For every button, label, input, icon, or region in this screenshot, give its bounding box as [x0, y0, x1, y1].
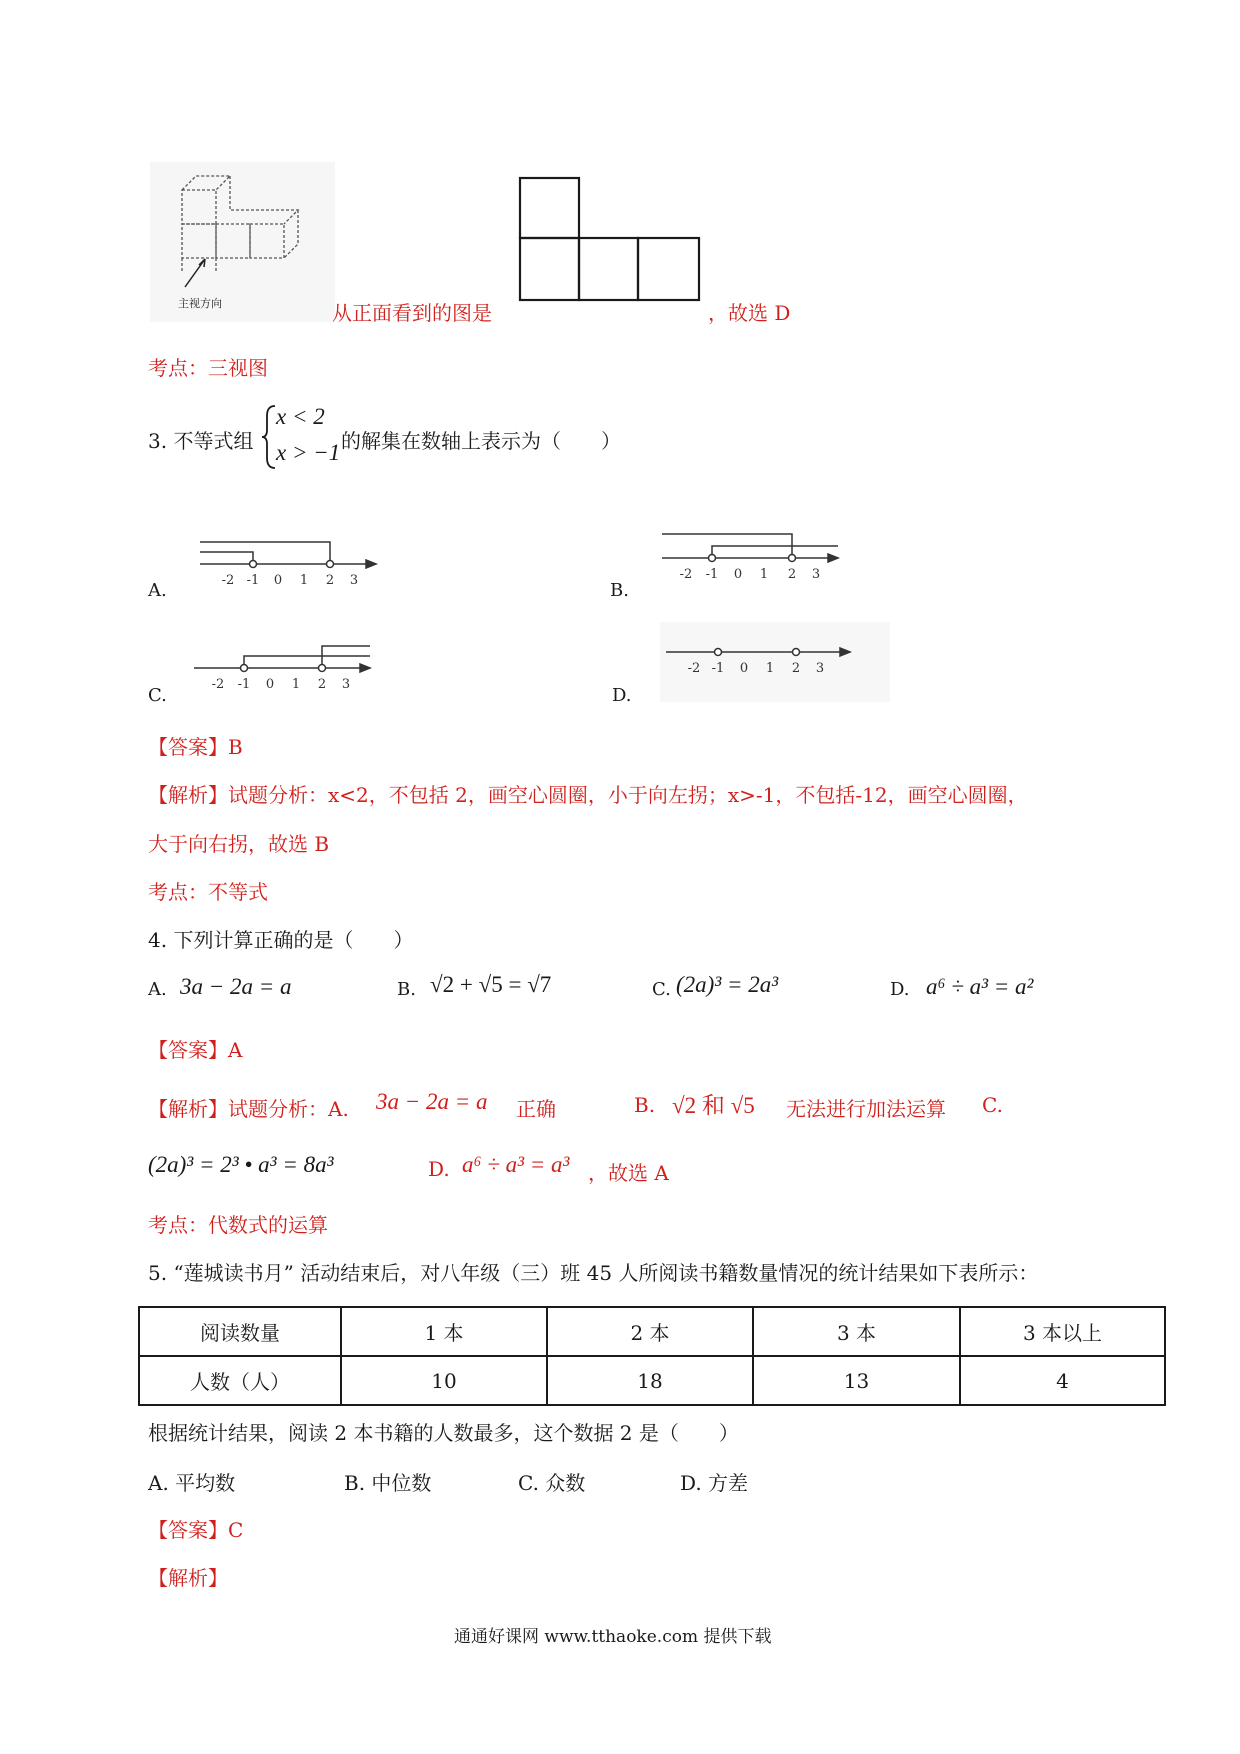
q3-system-line2: x > −1	[276, 440, 341, 465]
q3-stem-prefix: 3. 不等式组	[148, 429, 254, 453]
q4-analysis-b-word: 无法进行加法运算	[786, 1097, 946, 1121]
table-cell: 13	[753, 1356, 960, 1405]
q4-analysis-c-label: C.	[982, 1093, 1003, 1117]
front-view-figure	[518, 176, 703, 304]
nlb-tick-2: 0	[733, 567, 743, 582]
nla-tick-1: -1	[246, 573, 260, 588]
nlb-tick-3: 1	[759, 567, 769, 582]
number-line-a	[198, 512, 388, 592]
q3-system-line1: x < 2	[276, 404, 325, 429]
q4-answer: 【答案】A	[148, 1038, 243, 1062]
q4-stem: 4. 下列计算正确的是（ ）	[148, 928, 414, 952]
nla-tick-0: -2	[221, 573, 235, 588]
table-cell: 2 本	[547, 1307, 753, 1356]
q4-analysis-end: ，故选 A	[588, 1161, 669, 1185]
table-row-header	[139, 1307, 1165, 1356]
table-cell: 3 本	[753, 1307, 960, 1356]
q5-answer: 【答案】C	[148, 1518, 244, 1542]
iso-sketch-figure	[150, 162, 335, 322]
q4-option-b-label: B.	[397, 979, 416, 1000]
q4-analysis-c-math: (2a)³ = 2³ • a³ = 8a³	[148, 1152, 334, 1177]
q4-knowledge-point: 考点：代数式的运算	[148, 1213, 328, 1237]
nld-tick-3: 1	[765, 661, 775, 676]
q2-front-view-text: 从正面看到的图是	[332, 301, 492, 325]
q3-option-d-label: D.	[612, 685, 632, 706]
table-cell: 人数（人）	[139, 1356, 341, 1405]
nld-tick-5: 3	[815, 661, 825, 676]
nla-tick-5: 3	[349, 573, 359, 588]
nlb-tick-1: -1	[705, 567, 719, 582]
nlc-tick-4: 2	[317, 677, 327, 692]
nlb-tick-4: 2	[787, 567, 797, 582]
nlc-tick-3: 1	[291, 677, 301, 692]
table-row-count	[139, 1356, 1165, 1405]
q2-knowledge-point: 考点：三视图	[148, 356, 268, 380]
q4-option-c-label: C.	[652, 979, 671, 1000]
q4-analysis-d-label: D.	[428, 1157, 450, 1181]
nlb-tick-5: 3	[811, 567, 821, 582]
q4-analysis-b-math: √2 和 √5	[672, 1093, 755, 1118]
q3-option-a-label: A.	[148, 580, 167, 601]
q5-option-b: B. 中位数	[344, 1471, 432, 1495]
q3-option-c-label: C.	[148, 685, 167, 706]
q4-analysis-d-math: a⁶ ÷ a³ = a³	[462, 1152, 570, 1177]
q3-analysis-line2: 大于向右拐，故选 B	[148, 832, 330, 856]
nlc-tick-2: 0	[265, 677, 275, 692]
nlc-tick-5: 3	[341, 677, 351, 692]
nld-tick-2: 0	[739, 661, 749, 676]
q5-option-a: A. 平均数	[148, 1471, 236, 1495]
reading-stat-table	[138, 1306, 1166, 1406]
number-line-d	[660, 622, 890, 702]
q3-answer: 【答案】B	[148, 735, 243, 759]
q4-option-d-math: a⁶ ÷ a³ = a²	[926, 974, 1034, 999]
nlb-tick-0: -2	[679, 567, 693, 582]
table-cell: 3 本以上	[960, 1307, 1165, 1356]
iso-caption: 主视方向	[178, 297, 222, 310]
q4-option-b-math: √2 + √5 = √7	[430, 972, 552, 997]
q5-stem: 5. “莲城读书月” 活动结束后，对八年级（三）班 45 人所阅读书籍数量情况的统计结果如下表所示：	[148, 1261, 1039, 1285]
number-line-b	[660, 512, 850, 592]
q4-option-a-math: 3a − 2a = a	[180, 974, 292, 999]
table-cell: 18	[547, 1356, 753, 1405]
q5-option-d: D. 方差	[680, 1471, 749, 1495]
nld-tick-4: 2	[791, 661, 801, 676]
table-cell: 4	[960, 1356, 1165, 1405]
q4-analysis-b-label: B.	[634, 1093, 656, 1117]
table-cell: 阅读数量	[139, 1307, 341, 1356]
q3-option-b-label: B.	[610, 580, 629, 601]
nla-tick-4: 2	[325, 573, 335, 588]
q4-analysis-head: 【解析】试题分析：A.	[148, 1097, 349, 1121]
q4-option-c-math: (2a)³ = 2a³	[676, 972, 779, 997]
q5-question: 根据统计结果，阅读 2 本书籍的人数最多，这个数据 2 是（ ）	[148, 1421, 739, 1445]
number-line-c	[192, 622, 382, 702]
nld-tick-0: -2	[687, 661, 701, 676]
nla-tick-3: 1	[299, 573, 309, 588]
q4-analysis-a-word: 正确	[516, 1097, 556, 1121]
q4-option-d-label: D.	[890, 979, 910, 1000]
q3-analysis-line1: 【解析】试题分析：x<2，不包括 2，画空心圆圈，小于向左拐；x>-1，不包括-12，画空心圆圈，	[148, 783, 1028, 807]
page-footer: 通通好课网 www.tthaoke.com 提供下载	[454, 1627, 772, 1647]
q3-knowledge-point: 考点：不等式	[148, 880, 268, 904]
q5-analysis: 【解析】	[148, 1566, 228, 1590]
q4-analysis-a-math: 3a − 2a = a	[376, 1089, 488, 1114]
nld-tick-1: -1	[711, 661, 725, 676]
q5-option-c: C. 众数	[518, 1471, 586, 1495]
q4-option-a-label: A.	[148, 979, 167, 1000]
table-cell: 10	[341, 1356, 547, 1405]
nlc-tick-1: -1	[237, 677, 251, 692]
nlc-tick-0: -2	[211, 677, 225, 692]
q3-stem-suffix: 的解集在数轴上表示为（ ）	[341, 429, 621, 453]
brace-icon	[261, 404, 277, 470]
nla-tick-2: 0	[273, 573, 283, 588]
q2-choice-text: ，故选 D	[708, 301, 791, 325]
table-cell: 1 本	[341, 1307, 547, 1356]
